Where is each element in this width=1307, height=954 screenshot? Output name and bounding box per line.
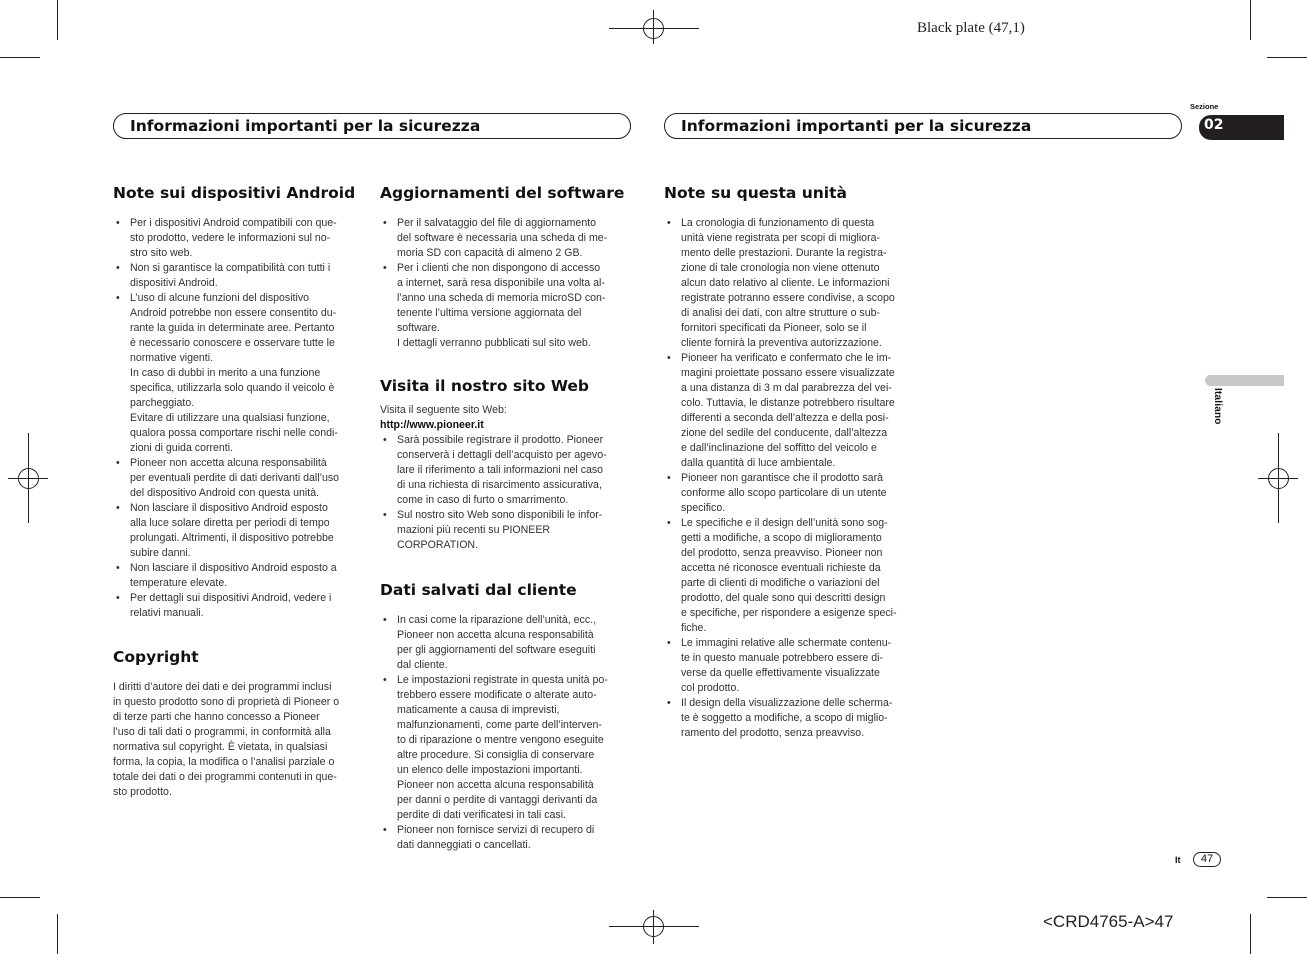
- copyright-text: I diritti d’autore dei dati e dei programmi inclusi in questo prodotto sono di proprietà di Pioneer o di terze parti che hanno concesso a Pioneer l’uso di tali dati o programmi, in conformità alla normativa sul copyright. È vietata, in qualsiasi forma, la copia, la modifica o l’analisi parziale o totale dei dati o dei programmi contenuti in que- sto prodotto.: [113, 681, 340, 798]
- plate-label: Black plate (47,1): [917, 20, 1025, 36]
- list-item: • Il design della visualizzazione delle scherma- te è soggetto a modifiche, a scopo di miglio- ramento del prodotto, senza preavviso.: [664, 696, 914, 741]
- software-title: Aggiornamenti del software: [380, 184, 625, 202]
- android-list: [113, 216, 363, 621]
- list-item: • Non si garantisce la compatibilità con tutti i dispositivi Android.: [113, 261, 363, 291]
- list-item: • Sarà possibile registrare il prodotto. Pioneer conserverà i dettagli dell’acquisto per agevo- lare il riferimento a tali informazioni nel caso di una richiesta di risarcimento assicurativa, come in caso di furto o smarrimento.: [380, 433, 630, 508]
- android-section: [113, 183, 363, 621]
- list-item: • Le specifiche e il design dell’unità sono sog- getti a modifiche, a scopo di miglioramento del prodotto, senza preavviso. Pioneer non accetta né riconosce eventuali richieste da parte di clienti di modifiche o variazioni del prodotto, del quale sono qui descritti design e specifiche, per rispondere a esigenze speci- fiche.: [664, 516, 914, 636]
- list-item: • Per i clienti che non dispongono di accesso a internet, sarà resa disponibile una volta al- l’anno una scheda di memoria microSD con- tenente l’ultima versione aggiornata del software. I dettagli verranno pubblicati sul sito web.: [380, 261, 630, 351]
- list-item: • Non lasciare il dispositivo Android esposto a temperature elevate.: [113, 561, 363, 591]
- document-code: <CRD4765-A>47: [1043, 912, 1174, 931]
- list-item: • Pioneer non garantisce che il prodotto sarà conforme allo scopo particolare di un utente specifico.: [664, 471, 914, 516]
- list-item: • In casi come la riparazione dell’unità, ecc., Pioneer non accetta alcuna responsabilità per gli aggiornamenti del software eseguiti dal cliente.: [380, 613, 630, 673]
- list-item: • Non lasciare il dispositivo Android esposto alla luce solare diretta per periodi di tempo prolungati. Altrimenti, il dispositivo potrebbe subire danni.: [113, 501, 363, 561]
- section-number: 02: [1204, 117, 1224, 133]
- list-item: • Pioneer non fornisce servizi di recupero di dati danneggiati o cancellati.: [380, 823, 630, 853]
- unit-list: [664, 216, 914, 741]
- column-right: [664, 183, 914, 761]
- language-tab: [1205, 375, 1284, 386]
- web-intro: Visita il seguente sito Web:: [380, 404, 507, 416]
- android-title: Note sui dispositivi Android: [113, 184, 356, 202]
- list-item: • Per dettagli sui dispositivi Android, vedere i relativi manuali.: [113, 591, 363, 621]
- data-saved-list: [380, 613, 630, 853]
- list-item: • Per i dispositivi Android compatibili con que- sto prodotto, vedere le informazioni sul no- stro sito web.: [113, 216, 363, 261]
- language-code: It: [1175, 855, 1181, 865]
- header-bar-left: Informazioni importanti per la sicurezza: [113, 113, 631, 139]
- copyright-title: Copyright: [113, 648, 199, 666]
- language-label: Italiano: [1212, 388, 1223, 425]
- web-section: [380, 376, 630, 553]
- list-item: • L’uso di alcune funzioni del dispositivo Android potrebbe non essere consentito du- rante la guida in determinate aree. Pertanto è necessario conoscere e osservare tutte le normative vigenti. In caso di dubbi in merito a una funzione specifica, utilizzarla solo quando il veicolo è parcheggiato. Evitare di utilizzare una qualsiasi funzione, qualora possa comportare rischi nelle condi- zioni di guida correnti.: [113, 291, 363, 456]
- data-saved-title: Dati salvati dal cliente: [380, 581, 577, 599]
- header-bar-right: Informazioni importanti per la sicurezza: [664, 113, 1182, 139]
- data-saved-section: [380, 580, 630, 853]
- web-list: [380, 433, 630, 553]
- list-item: • Pioneer ha verificato e confermato che le im- magini proiettate possano essere visualizzate a una distanza di 3 m dal parabrezza del vei- colo. Tuttavia, le distanze potrebbero risultare differenti a seconda dell’altezza e della posi- zione del sedile del conducente, dall’altezza e dall’inclinazione del soffitto del veicolo e dalla quantità di luce ambientale.: [664, 351, 914, 471]
- column-middle: [380, 183, 630, 873]
- unit-title: Note su questa unità: [664, 184, 847, 202]
- software-section: [380, 183, 630, 351]
- list-item: • La cronologia di funzionamento di questa unità viene registrata per scopi di migliora- mento delle prestazioni. Durante la registra- zione di tale cronologia non viene ottenuto alcun dato relativo al cliente. Le informazioni registrate potranno essere condivise, a scopo di analisi dei dati, con altre strutture o sub- fornitori specificati da Pioneer, solo se il cliente fornirà la preventiva autorizzazione.: [664, 216, 914, 351]
- software-list: [380, 216, 630, 351]
- web-title: Visita il nostro sito Web: [380, 377, 590, 395]
- copyright-section: [113, 647, 363, 800]
- page-number: 47: [1193, 852, 1221, 867]
- list-item: • Pioneer non accetta alcuna responsabilità per eventuali perdite di dati derivanti dall’uso del dispositivo Android con questa unità.: [113, 456, 363, 501]
- section-label: Sezione: [1190, 102, 1219, 111]
- column-left: [113, 183, 363, 820]
- list-item: • Sul nostro sito Web sono disponibili le infor- mazioni più recenti su PIONEER CORPORATION.: [380, 508, 630, 553]
- web-url-link[interactable]: http://www.pioneer.it: [380, 419, 484, 431]
- list-item: • Per il salvataggio del file di aggiornamento del software è necessaria una scheda di me- moria SD con capacità di almeno 2 GB.: [380, 216, 630, 261]
- list-item: • Le immagini relative alle schermate contenu- te in questo manuale potrebbero essere di- verse da quelle effettivamente visualizzate col prodotto.: [664, 636, 914, 696]
- unit-section: [664, 183, 914, 741]
- list-item: • Le impostazioni registrate in questa unità po- trebbero essere modificate o alterate auto- maticamente a causa di imprevisti, malfunzionamenti, come parte dell’interven- to di riparazione o mentre vengono eseguite altre procedure. Si consiglia di conservare un elenco delle impostazioni importanti. Pioneer non accetta alcuna responsabilità per danni o perdite di vantaggi derivanti da perdite di dati verificatesi in tali casi.: [380, 673, 630, 823]
